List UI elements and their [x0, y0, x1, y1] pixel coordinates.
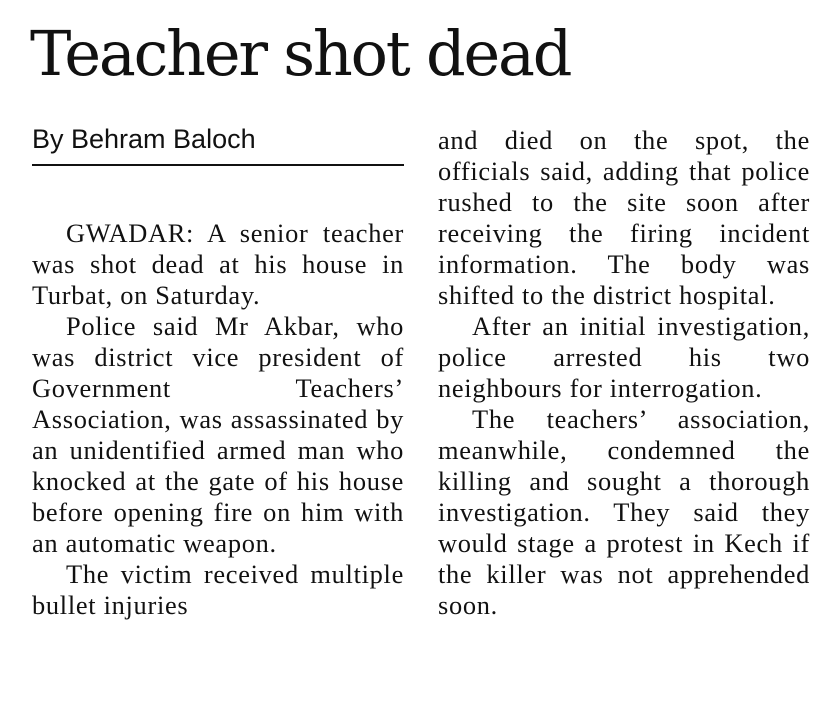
paragraph-victim-injuries-continued: and died on the spot, the officials said, adding that police rushed to the site soon after receiving the firing incident information. The body was shifted to the district hospital.: [438, 125, 810, 310]
headline: Teacher shot dead: [30, 17, 571, 90]
byline-divider: [32, 164, 404, 166]
paragraph-victim-injuries: The victim received multiple bullet injuries: [32, 559, 404, 620]
byline: By Behram Baloch: [32, 124, 256, 154]
paragraph-investigation: After an initial investigation, police arrested his two neighbours for interrogation.: [438, 311, 810, 403]
paragraph-intro: GWADAR: A senior teacher was shot dead at his house in Turbat, on Saturday.: [32, 218, 404, 310]
article-column-left: [32, 218, 404, 621]
article-column-right: [438, 125, 810, 621]
paragraph-association-protest: The teachers’ association, meanwhile, condemned the killing and sought a thorough investigation. They said they would stage a protest in Kech if the killer was not apprehended soon.: [438, 404, 810, 620]
paragraph-police-statement: Police said Mr Akbar, who was district vice president of Government Teachers’ Association, was assassinated by an unidentified armed man who knocked at the gate of his house before opening fire on him with an automatic weapon.: [32, 311, 404, 558]
